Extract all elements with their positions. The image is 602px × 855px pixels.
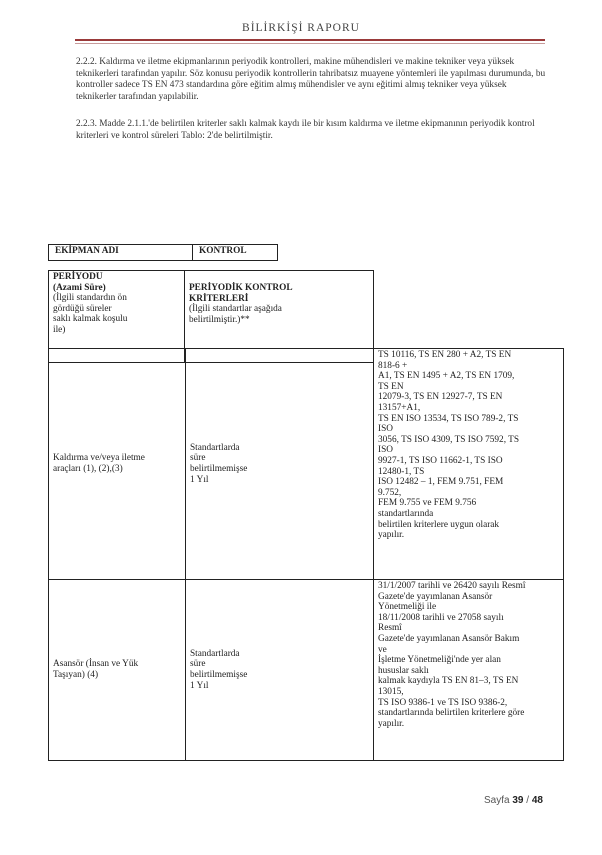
page-separator: / [526,795,530,806]
criteria-cell: TS 10116, TS EN 280 + A2, TS EN 818-6 + A1, TS EN 1495 + A2, TS EN 1709, TS EN 12079-3, TS EN 12927-7, TS EN 13157+A1, TS EN ISO 13534, TS ISO 789-2, TS ISO 3056, TS ISO 4309, TS ISO 7592, TS ISO 9927-1, TS ISO 11662-1, TS ISO 12480-1, TS ISO 12482 – 1, FEM 9.751, FEM 9.752, FEM 9.755 ve FEM 9.756 standartlarında belirtilen kriterlere uygun olarak yapılır. [374,349,564,580]
equipment-cell: Asansör (İnsan ve Yük Taşıyan) (4) [49,580,186,761]
criteria-cell: 31/1/2007 tarihli ve 26420 sayılı Resmî Gazete'de yayımlanan Asansör Yönetmeliği ile 18/11/2008 tarihli ve 27058 sayılı Resmî Gazete'de yayımlanan Asansör Bakım ve İşletme Yönetmeliği'nde yer alan hususlar saklı kalmak kaydıyla TS EN 81–3, TS EN 13015, TS ISO 9386-1 ve TS ISO 9386-2, standartlarında belirtilen kriterlere göre yapılır. [374,580,564,761]
page-label: Sayfa [484,795,510,806]
page-header-title: BİLİRKİŞİ RAPORU [242,22,360,34]
equipment-cell: Kaldırma ve/veya iletme araçları (1), (2),(3) [49,349,186,580]
header-rule-thin [75,43,545,44]
current-page: 39 [512,795,524,806]
period-cell: Standartlarda süre belirtilmemişse 1 Yıl [186,580,374,761]
total-pages: 48 [531,795,543,806]
table-title-row [48,244,278,261]
page-number [484,795,543,806]
column-title-equipment: EKİPMAN ADI [49,245,193,261]
periodic-control-table [48,348,564,761]
table-row [49,349,564,580]
column-title-control: KONTROL [193,245,278,261]
header-criteria-bold: PERİYODİK KONTROL KRİTERLERİ [189,283,293,304]
header-period-note: (İlgili standardın ön gördüğü süreler saklı kalmak koşulu ile) [53,293,128,335]
header-period-bold: PERİYODU (Azami Süre) [53,272,106,293]
paragraph-2-2-3: 2.2.3. Madde 2.1.1.'de belirtilen kriterler saklı kalmak kaydı ile bir kısım kaldırma ve iletme ekipmanının periyodik kontrol kriterleri ve kontrol süreleri Tablo: 2'de belirtilmiştir. [76,119,535,141]
header-rule [75,39,545,41]
table-row [49,580,564,761]
period-cell: Standartlarda süre belirtilmemişse 1 Yıl [186,349,374,580]
header-criteria-note: (İlgili standartlar aşağıda belirtilmiştir.)** [189,304,282,325]
paragraph-2-2-2: 2.2.2. Kaldırma ve iletme ekipmanlarının periyodik kontrolleri, makine mühendisleri ve makine tekniker veya yüksek teknikerleri tarafından yapılır. Söz konusu periyodik kontrollerin tahribatsız muayene yöntemleri ile yapılması durumunda, bu kontroller sadece TS EN 473 standardına göre eğitim almış mühendisler ve aynı eğitimi almış tekniker veya yüksek teknikerler tarafından yapılabilir. [76,57,546,102]
